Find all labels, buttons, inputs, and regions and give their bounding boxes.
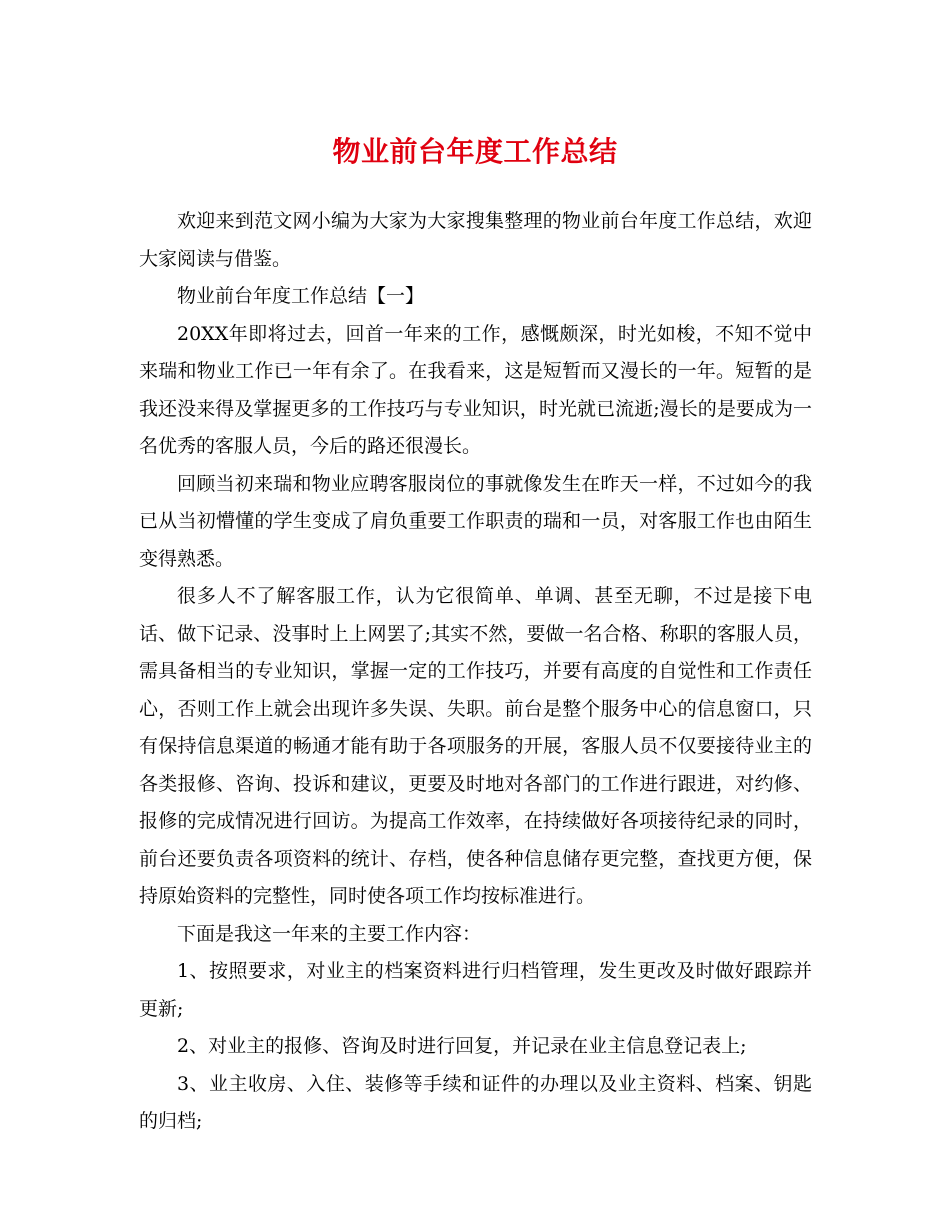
body-paragraph: 下面是我这一年来的主要工作内容： [177, 922, 482, 945]
section-heading: 物业前台年度工作总结【一】 [177, 285, 425, 307]
list-item: 1、按照要求，对业主的档案资料进行归档管理，发生更改及时做好跟踪并更新; [139, 960, 812, 1020]
body-paragraph: 20XX年即将过去，回首一年来的工作，感慨颇深，时光如梭，不知不觉中来瑞和物业工作已一年有余了。在我看来，这是短暂而又漫长的一年。短暂的是我还没来得及掌握更多的工作技巧与专业知识，时光就已流逝;漫长的是要成为一名优秀的客服人员，今后的路还很漫长。 [139, 322, 812, 457]
list-item: 3、业主收房、入住、装修等手续和证件的办理以及业主资料、档案、钥匙的归档; [139, 1072, 812, 1132]
document-body [139, 203, 812, 1141]
body-paragraph: 回顾当初来瑞和物业应聘客服岗位的事就像发生在昨天一样，不过如今的我已从当初懵懂的学生变成了肩负重要工作职责的瑞和一员，对客服工作也由陌生变得熟悉。 [139, 472, 812, 570]
list-item: 2、对业主的报修、咨询及时进行回复，并记录在业主信息登记表上; [177, 1035, 747, 1057]
document-title: 物业前台年度工作总结 [332, 135, 618, 168]
intro-paragraph: 欢迎来到范文网小编为大家为大家搜集整理的物业前台年度工作总结，欢迎大家阅读与借鉴。 [139, 210, 812, 270]
body-paragraph: 很多人不了解客服工作，认为它很简单、单调、甚至无聊，不过是接下电话、做下记录、没事时上上网罢了;其实不然，要做一名合格、称职的客服人员，需具备相当的专业知识，掌握一定的工作技巧，并要有高度的自觉性和工作责任心，否则工作上就会出现许多失误、失职。前台是整个服务中心的信息窗口，只有保持信息渠道的畅通才能有助于各项服务的开展，客服人员不仅要接待业主的各类报修、咨询、投诉和建议，更要及时地对各部门的工作进行跟进，对约修、报修的完成情况进行回访。为提高工作效率，在持续做好各项接待纪录的同时，前台还要负责各项资料的统计、存档，使各种信息储存更完整，查找更方便，保持原始资料的完整性，同时使各项工作均按标准进行。 [139, 585, 812, 907]
